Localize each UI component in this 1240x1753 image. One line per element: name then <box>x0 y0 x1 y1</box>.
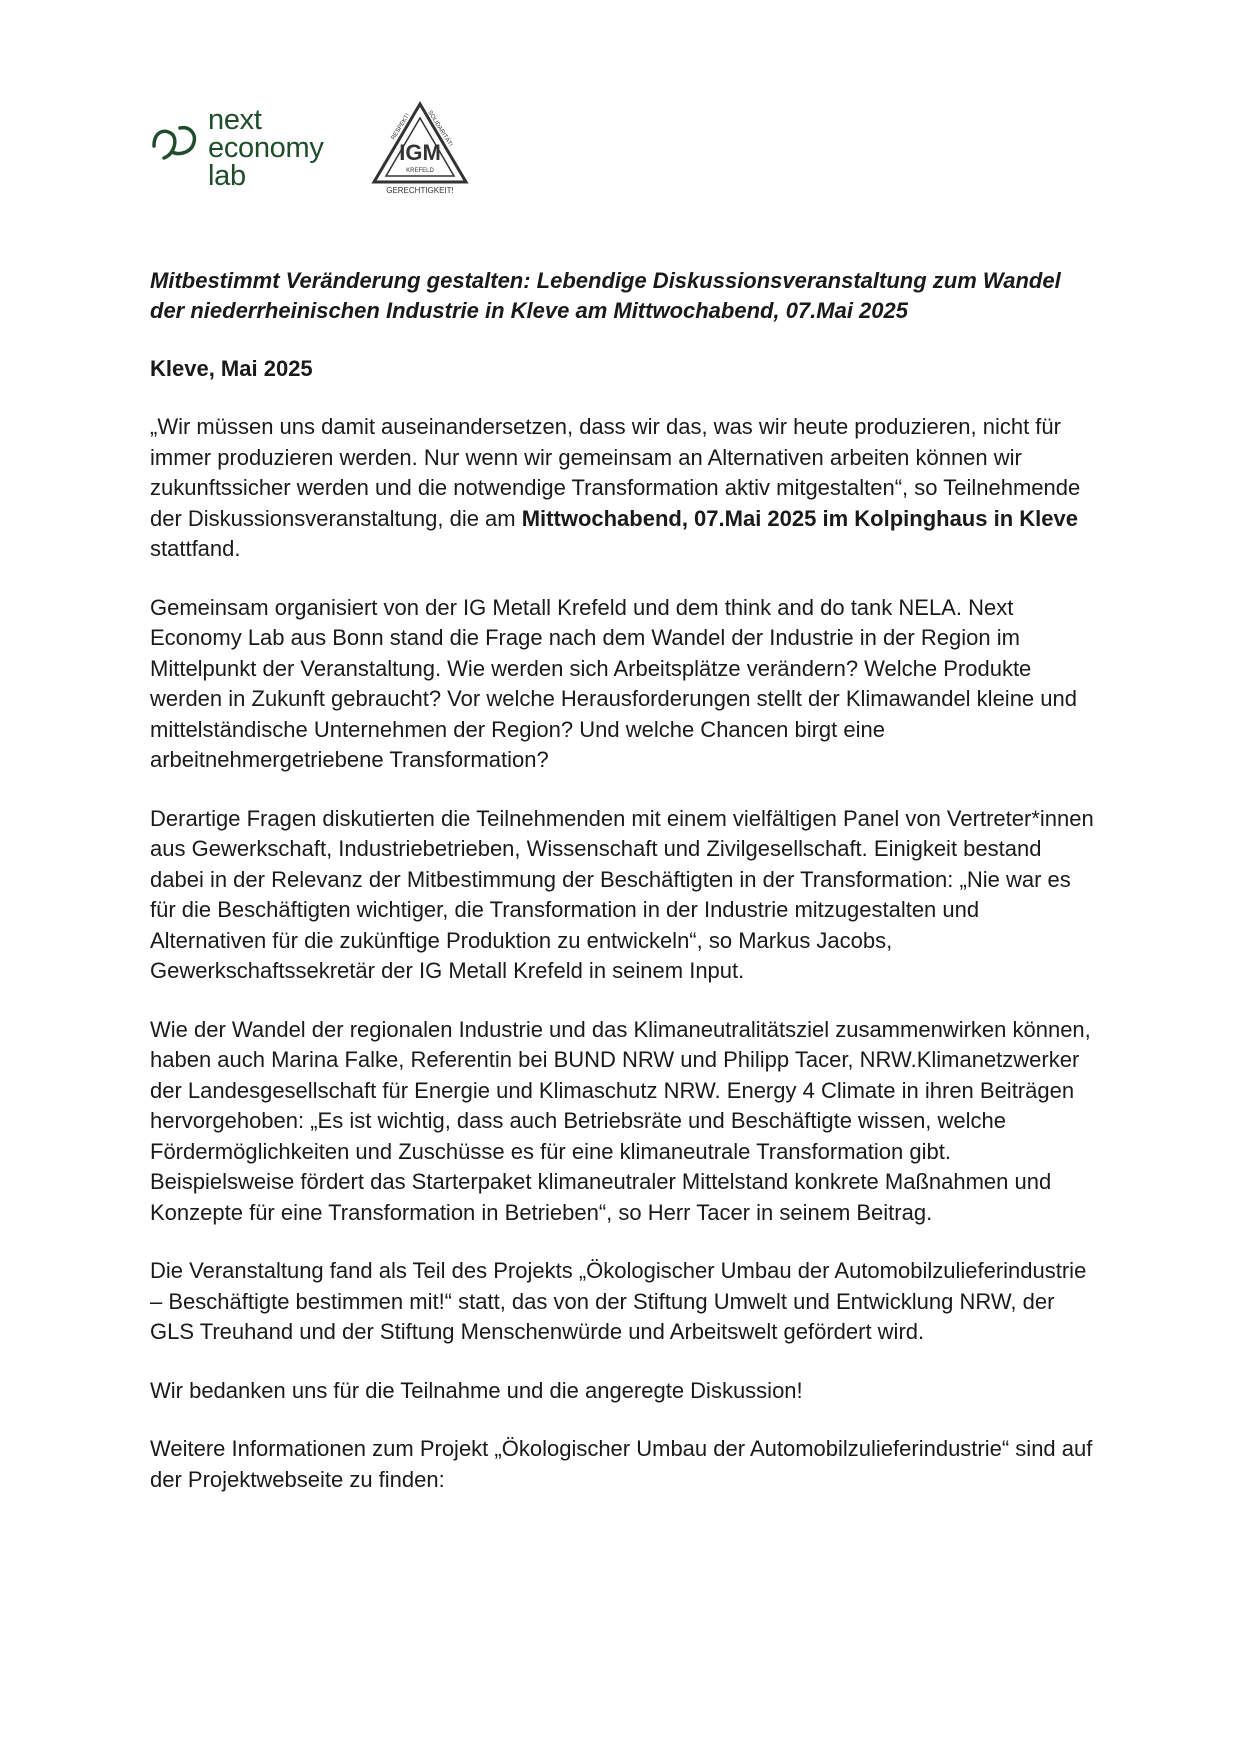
paragraph-project: Die Veranstaltung fand als Teil des Projekts „Ökologischer Umbau der Automobilzulieferindustrie – Beschäftigte bestimmen mit!“ statt, das von der Stiftung Umwelt und Entwicklung NRW, der GLS Treuhand und der Stiftung Menschenwürde und Arbeitswelt gefördert wird. <box>150 1258 1087 1344</box>
paragraph-organizers: Gemeinsam organisiert von der IG Metall Krefeld und dem think and do tank NELA. Next Economy Lab aus Bonn stand die Frage nach dem Wandel der Industrie in der Region im Mittelpunkt der Veranstaltung. Wie werden sich Arbeitsplätze verändern? Welche Produkte werden in Zukunft gebraucht? Vor welche Herausforderungen stellt der Klimawandel kleine und mittelständische Unternehmen der Region? Und welche Chancen birgt eine arbeitnehmergetriebene Transformation? <box>150 594 1077 772</box>
svg-text:GERECHTIGKEIT!: GERECHTIGKEIT! <box>386 186 454 195</box>
next-economy-lab-logo <box>150 106 350 192</box>
paragraph-thanks: Wir bedanken uns für die Teilnahme und die angeregte Diskussion! <box>150 1377 803 1403</box>
logo-text-lab: lab <box>208 160 246 192</box>
press-release <box>150 266 1100 1495</box>
svg-text:SOLIDARITÄT!: SOLIDARITÄT! <box>426 109 454 148</box>
leaf-icon <box>150 120 198 164</box>
header-logos <box>150 100 490 200</box>
paragraph-more-info: Weitere Informationen zum Projekt „Ökologischer Umbau der Automobilzulieferindustrie“ sind auf der Projektwebseite zu finden: <box>150 1436 1093 1492</box>
logo-text-economy: economy <box>208 132 324 164</box>
headline: Mitbestimmt Veränderung gestalten: Lebendige Diskussionsveranstaltung zum Wandel der niederrheinischen Industrie in Kleve am Mittwochabend, 07.Mai 2025 <box>150 268 1061 323</box>
paragraph-quote <box>150 412 1100 565</box>
svg-text:RESPEKT!: RESPEKT! <box>390 112 412 142</box>
paragraph-quote-end: stattfand. <box>150 536 241 561</box>
paragraph-panel: Derartige Fragen diskutierten die Teilnehmenden mit einem vielfältigen Panel von Vertreter*innen aus Gewerkschaft, Industriebetrieben, Wissenschaft und Zivilgesellschaft. Einigkeit bestand dabei in der Relevanz der Mitbestimmung der Beschäftigten in der Transformation: „Nie war es für die Beschäftigten wichtiger, die Transformation in der Industrie mitzugestalten und Alternativen für die zukünftige Produktion zu entwickeln“, so Markus Jacobs, Gewerkschaftssekretär der IG Metall Krefeld in seinem Input. <box>150 805 1094 983</box>
svg-text:IGM: IGM <box>399 140 441 165</box>
dateline: Kleve, Mai 2025 <box>150 356 313 381</box>
paragraph-quote-bold: Mittwochabend, 07.Mai 2025 im Kolpinghaus in Kleve <box>521 505 1078 531</box>
svg-text:KREFELD: KREFELD <box>406 168 434 174</box>
logo-text-next: next <box>208 104 262 136</box>
ig-metall-krefeld-logo <box>370 100 470 196</box>
paragraph-climate: Wie der Wandel der regionalen Industrie und das Klimaneutralitätsziel zusammenwirken können, haben auch Marina Falke, Referentin bei BUND NRW und Philipp Tacer, NRW.Klimanetzwerker der Landesgesellschaft für Energie und Klimaschutz NRW. Energy 4 Climate in ihren Beiträgen hervorgehoben: „Es ist wichtig, dass auch Betriebsräte und Beschäftigte wissen, welche Fördermöglichkeiten und Zuschüsse es für eine klimaneutrale Transformation gibt. Beispielsweise fördert das Starterpaket klimaneutraler Mittelstand konkrete Maßnahmen und Konzepte für eine Transformation in Betrieben“, so Herr Tacer in seinem Beitrag. <box>150 1016 1091 1225</box>
paragraph-quote-text: „Wir müssen uns damit auseinandersetzen, dass wir das, was wir heute produzieren, nicht für immer produzieren werden. Nur wenn wir gemeinsam an Alternativen arbeiten können wir zukunftssicher werden und die notwendige Transformation aktiv mitgestalten“, so Teilnehmende der Diskussionsveranstaltung, die am <box>150 414 1081 531</box>
